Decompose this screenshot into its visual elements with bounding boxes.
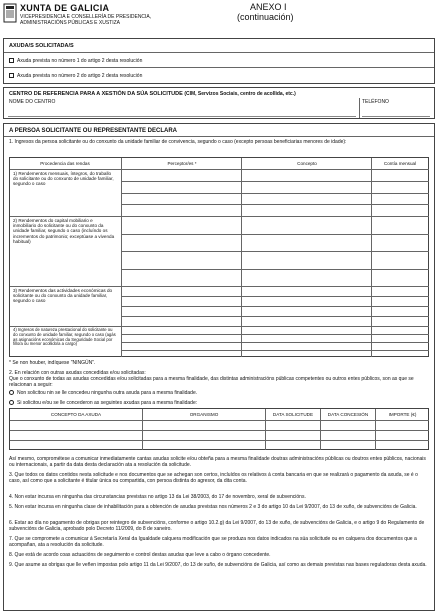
- income-header-amount: Contía mensual: [383, 161, 417, 166]
- declaration-item-9: 9. Que asume as obrigas que lle veñen impostas polo artigo 11 da Lei 9/2007, do 13 de xuño, de subvencións de Galicia, así como as demais previstas nas bases reguladoras desta axuda.: [9, 562, 427, 568]
- divider: [10, 216, 429, 217]
- declaration-item-1: 1. Ingresos da persoa solicitante ou do conxunto da unidade familiar de convivencia, segundo o caso (excepto persoas beneficiarias menores de idade):: [9, 139, 347, 145]
- aid-header-grant-date: DATA CONCESIÓN: [327, 412, 369, 417]
- no-other-aid-label: Non solicitou nin se lle concedeu ningunha outra axuda para a mesma finalidade.: [17, 389, 198, 396]
- declaration-item-7: 7. Que se compromete a comunicar á Secretaría Xeral da Igualdade calquera modificación que se produza nos datos indicados na súa solicitude ou en calquera dos documentos que a acompañan, ata a resolución da solicitude.: [9, 536, 417, 548]
- row-subline: [121, 193, 429, 194]
- divider: [4, 67, 434, 68]
- divider: [320, 409, 321, 450]
- phone-field[interactable]: [362, 106, 430, 117]
- row-subline: [121, 316, 429, 317]
- row-subline: [121, 204, 429, 205]
- row-subline: [121, 342, 429, 343]
- divider: [121, 158, 122, 357]
- commitment-text: Así mesmo, comprométese a comunicar inmediatamente cantas axudas solicite e/ou obteña para a mesma finalidade doutras administracións públicas ou doutros entes públicos, nacionais ou internacionais, a partir da data desta declaración ata a resolución da solicitude.: [9, 456, 426, 468]
- aid-section-title: AXUDA/S SOLICITADA/S: [9, 43, 74, 49]
- declaration-item-2-text: Que o conxunto de todas as axudas concedidas e/ou solicitadas para a mesma finalidade, das distintas administracións públicas competentes ou outros entes públicos, son as que se relacionan a seguir:: [9, 376, 414, 388]
- row-subline: [121, 181, 429, 182]
- declaration-item-4: 4. Non estar incursa en ningunha das circunstancias previstas no artigo 13 da Lei 38/2003, do 17 de novembro, xeral de subvencións.: [9, 494, 306, 500]
- annex-subtitle: (continuación): [237, 12, 294, 22]
- aid-option-1-checkbox[interactable]: [9, 58, 14, 63]
- divider: [10, 430, 429, 431]
- aid-header-amount: IMPORTE (€): [388, 412, 417, 417]
- declaration-item-2: 2. En relación con outras axudas concedidas e/ou solicitadas:: [9, 370, 146, 376]
- divider: [10, 286, 429, 287]
- income-row-label: 2) Rendementos do capital mobiliario e inmobiliario do solicitante ou do conxunto da unidade familiar, segundo o caso (incluíndo os incrementos do patrimonio; exceptúase a vivenda habitual): [13, 218, 115, 244]
- divider: [10, 420, 429, 421]
- income-header-concept: Concepto: [297, 161, 317, 166]
- divider: [10, 169, 429, 170]
- declaration-item-5: 5. Non estar incursa en ningunha clase de inhabilitación para a obtención de axudas previstas nos números 2 e 3 do artigo 10 da Lei 9/2007, do 13 de xuño, de subvencións de Galicia.: [9, 504, 417, 510]
- row-subline: [121, 306, 429, 307]
- aid-option-2-label: Axuda prevista no número 2 do artigo 2 desta resolución: [17, 72, 143, 79]
- divider: [241, 158, 242, 357]
- center-section-title-note: (CIM, Servizos Sociais, centro de acollida, etc.): [184, 91, 296, 97]
- center-name-label: NOME DO CENTRO: [9, 99, 56, 105]
- income-footnote: * Se non houber, indíquese "NINGÚN".: [9, 360, 96, 366]
- center-section-title-main: CENTRO DE REFERENCIA PARA A XESTIÓN DA SÚA SOLICITUDE: [9, 91, 183, 97]
- aid-header-concept: CONCEPTO DA AXUDA: [50, 412, 102, 417]
- divider: [371, 158, 372, 357]
- center-section-title: [9, 91, 296, 97]
- income-header-source: Procedencia das rendas: [40, 161, 90, 166]
- xunta-logo-icon: [3, 3, 17, 23]
- row-subline: [121, 269, 429, 270]
- declaration-item-3: 3. Que todos os datos contidos nesta solicitude e nos documentos que se achegan son certos, incluídos os relativos á conta bancaria en que se realizará o pagamento da axuda, se é o caso, así como que a solicitante é titular única ou compartida, con persoa distinta do agresor, da dita conta.: [9, 472, 418, 484]
- income-header-recipient: Perceptor/es *: [167, 161, 197, 166]
- declaration-section: [3, 123, 435, 611]
- row-subline: [121, 350, 429, 351]
- aid-header-request-date: DATA SOLICITUDE: [272, 412, 314, 417]
- org-line-1: VICEPRESIDENCIA E CONSELLERÍA DE PRESIDENCIA,: [20, 14, 152, 20]
- row-subline: [121, 251, 429, 252]
- divider: [142, 409, 143, 450]
- center-name-field[interactable]: [8, 106, 356, 117]
- income-row-label: 3) Rendementos das actividades económicas do solicitante ou do conxunto da unidade familiar, segundo o caso: [13, 288, 113, 304]
- aid-option-2-checkbox[interactable]: [9, 73, 14, 78]
- aid-table: [9, 408, 429, 450]
- divider: [265, 409, 266, 450]
- reference-center-section: [3, 87, 435, 119]
- divider: [10, 440, 429, 441]
- declaration-item-8: 8. Que está de acordo coas actuacións de seguimento e control destas axudas que leve a cabo o órgano concedente.: [9, 552, 271, 558]
- divider: [375, 409, 376, 450]
- org-line-2: ADMINISTRACIÓNS PÚBLICAS E XUSTIZA: [20, 20, 121, 26]
- row-subline: [121, 334, 429, 335]
- org-name: XUNTA DE GALICIA: [20, 3, 110, 13]
- income-table: [9, 157, 429, 357]
- other-aid-radio[interactable]: [9, 400, 14, 405]
- annex-title: ANEXO I: [250, 2, 287, 12]
- divider: [4, 136, 434, 137]
- divider: [4, 52, 434, 53]
- aid-option-1-label: Axuda prevista no número 1 do artigo 2 desta resolución: [17, 57, 143, 64]
- no-other-aid-radio[interactable]: [9, 390, 14, 395]
- declaration-item-6: 6. Estar ao día no pagamento de obrigas por reintegro de subvencións, conforme o artigo 10.2.g) da Lei 9/2007, do 13 de xuño, de subvencións de Galicia, e o artigo 9 do Regulamento de subvencións de Galicia, aprobado polo Decreto 11/2009, do 8 de xaneiro.: [9, 520, 425, 532]
- income-row-label: 4) Ingresos de natureza prestacional do solicitante ou do conxunto de unidade familiar, segundo o caso (agás as asignacións económicas da Seguridade Social por fillo/a ou menor acollido/a a cargo): [13, 327, 116, 347]
- other-aid-label: Si solicitou e/ou se lle concederon as seguintes axudas para a mesma finalidade:: [17, 399, 198, 406]
- aid-header-organism: ORGANISMO: [189, 412, 219, 417]
- row-subline: [121, 234, 429, 235]
- row-subline: [121, 296, 429, 297]
- divider: [359, 98, 360, 118]
- aid-requested-section: [3, 38, 435, 84]
- phone-label: TELÉFONO: [362, 99, 389, 105]
- declaration-title: A PERSOA SOLICITANTE OU REPRESENTANTE DECLARA: [9, 128, 178, 134]
- income-row-label: 1) Rendementos mensuais, íntegros, do traballo do solicitante ou do conxunto de unidade familiar, segundo o caso: [13, 171, 114, 187]
